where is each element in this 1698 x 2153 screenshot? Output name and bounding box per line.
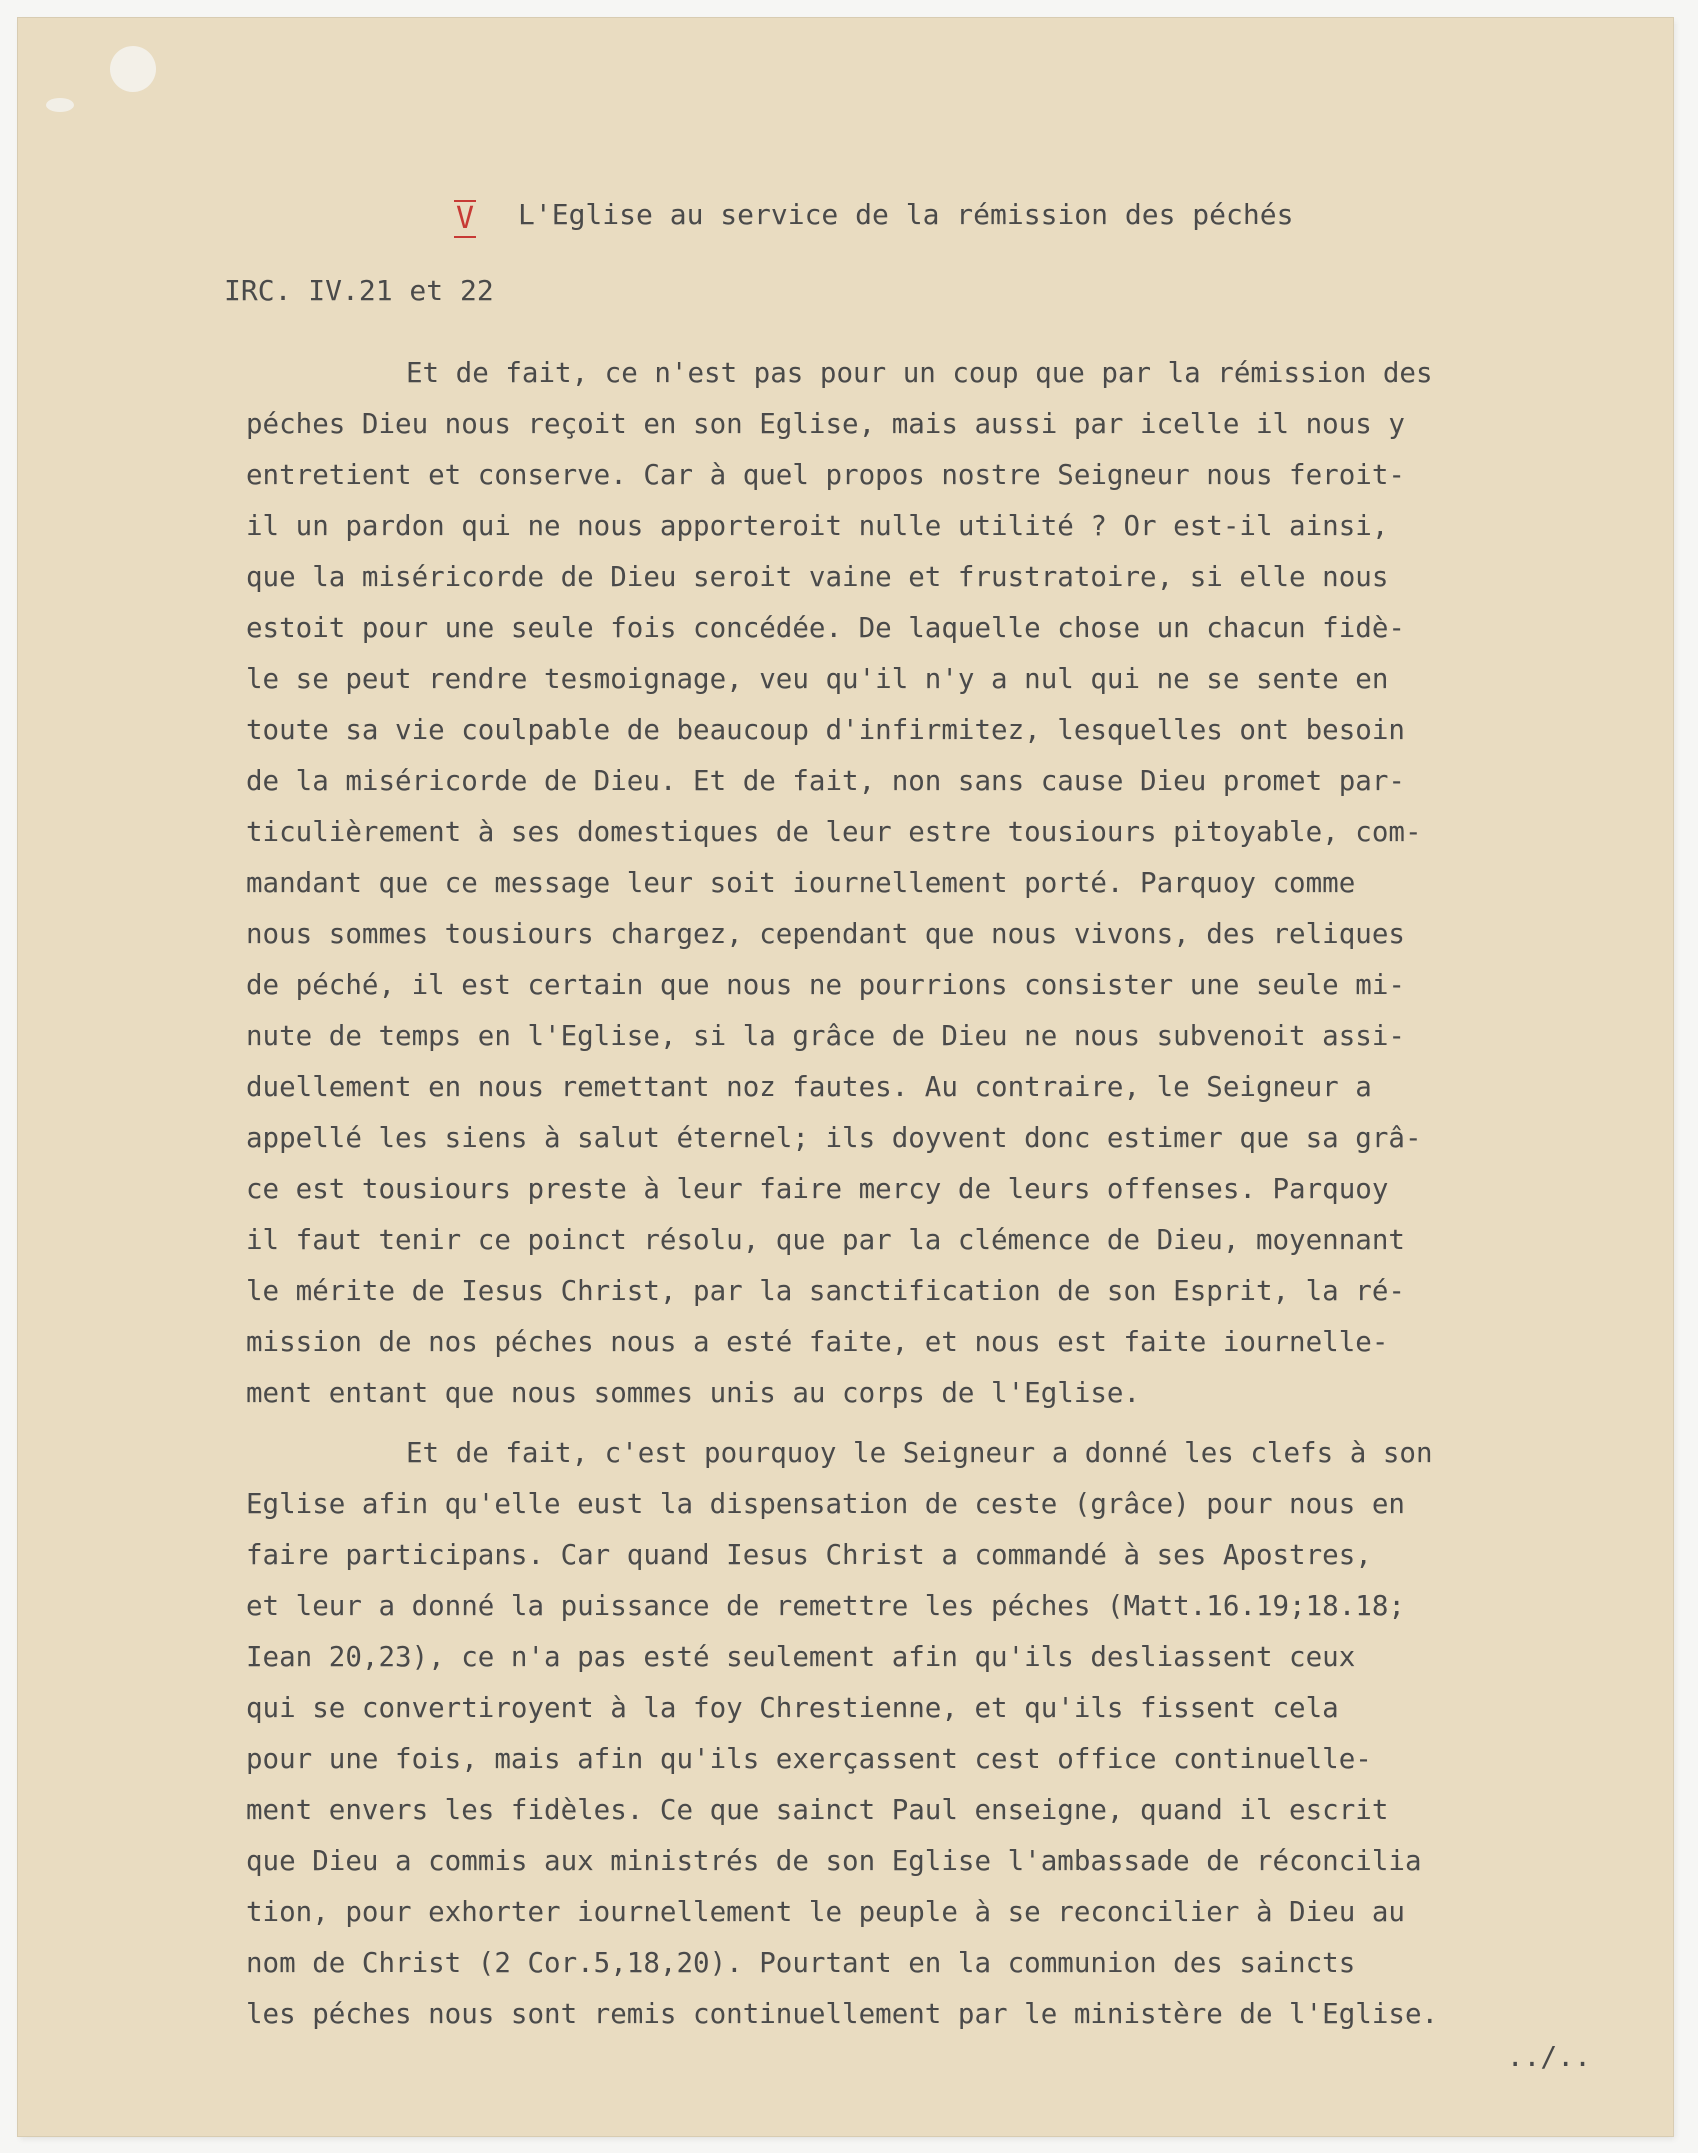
continuation-mark: ../.. — [1506, 2040, 1591, 2073]
text-line: que Dieu a commis aux ministrés de son Eglise l'ambassade de réconcilia — [246, 1845, 1422, 1877]
text-line: ment entant que nous sommes unis au corps de l'Eglise. — [246, 1377, 1141, 1409]
text-line: nous sommes tousiours chargez, cependant que nous vivons, des reliques — [246, 918, 1405, 950]
paragraph-1 — [246, 348, 1656, 1419]
text-line: de péché, il est certain que nous ne pourrions consister une seule mi- — [246, 969, 1405, 1001]
text-line: et leur a donné la puissance de remettre les péches (Matt.16.19;18.18; — [246, 1590, 1405, 1622]
text-line: pour une fois, mais afin qu'ils exerçassent cest office continuelle- — [246, 1743, 1372, 1775]
text-line: Et de fait, ce n'est pas pour un coup que par la rémission des — [406, 357, 1433, 389]
text-line: le mérite de Iesus Christ, par la sanctification de son Esprit, la ré- — [246, 1275, 1405, 1307]
source-reference: IRC. IV.21 et 22 — [224, 274, 494, 307]
text-line: il faut tenir ce poinct résolu, que par la clémence de Dieu, moyennant — [246, 1224, 1405, 1256]
text-line: le se peut rendre tesmoignage, veu qu'il n'y a nul qui ne se sente en — [246, 663, 1389, 695]
text-line: duellement en nous remettant noz fautes. Au contraire, le Seigneur a — [246, 1071, 1372, 1103]
torn-corner — [110, 46, 156, 92]
text-line: ticulièrement à ses domestiques de leur estre tousiours pitoyable, com- — [246, 816, 1422, 848]
text-line: il un pardon qui ne nous apporteroit nulle utilité ? Or est-il ainsi, — [246, 510, 1389, 542]
text-line: ce est tousiours preste à leur faire mercy de leurs offenses. Parquoy — [246, 1173, 1389, 1205]
text-line: faire participans. Car quand Iesus Christ a commandé à ses Apostres, — [246, 1539, 1372, 1571]
text-line: ment envers les fidèles. Ce que sainct Paul enseigne, quand il escrit — [246, 1794, 1389, 1826]
text-line: nute de temps en l'Eglise, si la grâce de Dieu ne nous subvenoit assi- — [246, 1020, 1405, 1052]
text-line: de la miséricorde de Dieu. Et de fait, non sans cause Dieu promet par- — [246, 765, 1405, 797]
text-line: toute sa vie coulpable de beaucoup d'infirmitez, lesquelles ont besoin — [246, 714, 1405, 746]
text-line: Eglise afin qu'elle eust la dispensation de ceste (grâce) pour nous en — [246, 1488, 1405, 1520]
text-line: nom de Christ (2 Cor.5,18,20). Pourtant en la communion des saincts — [246, 1947, 1356, 1979]
text-line: les péches nous sont remis continuellement par le ministère de l'Eglise. — [246, 1998, 1439, 2030]
text-line: péches Dieu nous reçoit en son Eglise, mais aussi par icelle il nous y — [246, 408, 1405, 440]
typewritten-page — [18, 18, 1673, 2136]
text-line: mandant que ce message leur soit iournellement porté. Parquoy comme — [246, 867, 1356, 899]
text-line: qui se convertiroyent à la foy Chrestienne, et qu'ils fissent cela — [246, 1692, 1339, 1724]
text-line: tion, pour exhorter iournellement le peuple à se reconcilier à Dieu au — [246, 1896, 1405, 1928]
text-line: appellé les siens à salut éternel; ils doyvent donc estimer que sa grâ- — [246, 1122, 1422, 1154]
text-line: entretient et conserve. Car à quel propos nostre Seigneur nous feroit- — [246, 459, 1405, 491]
section-marker: V — [456, 201, 475, 236]
document-title: L'Eglise au service de la rémission des péchés — [518, 198, 1294, 231]
text-line: Iean 20,23), ce n'a pas esté seulement afin qu'ils desliassent ceux — [246, 1641, 1356, 1673]
text-line: que la miséricorde de Dieu seroit vaine et frustratoire, si elle nous — [246, 561, 1389, 593]
paper-damage — [46, 98, 74, 112]
text-line: mission de nos péches nous a esté faite, et nous est faite iournelle- — [246, 1326, 1389, 1358]
paragraph-2 — [246, 1428, 1656, 2040]
text-line: estoit pour une seule fois concédée. De laquelle chose un chacun fidè- — [246, 612, 1405, 644]
text-line: Et de fait, c'est pourquoy le Seigneur a donné les clefs à son — [406, 1437, 1433, 1469]
